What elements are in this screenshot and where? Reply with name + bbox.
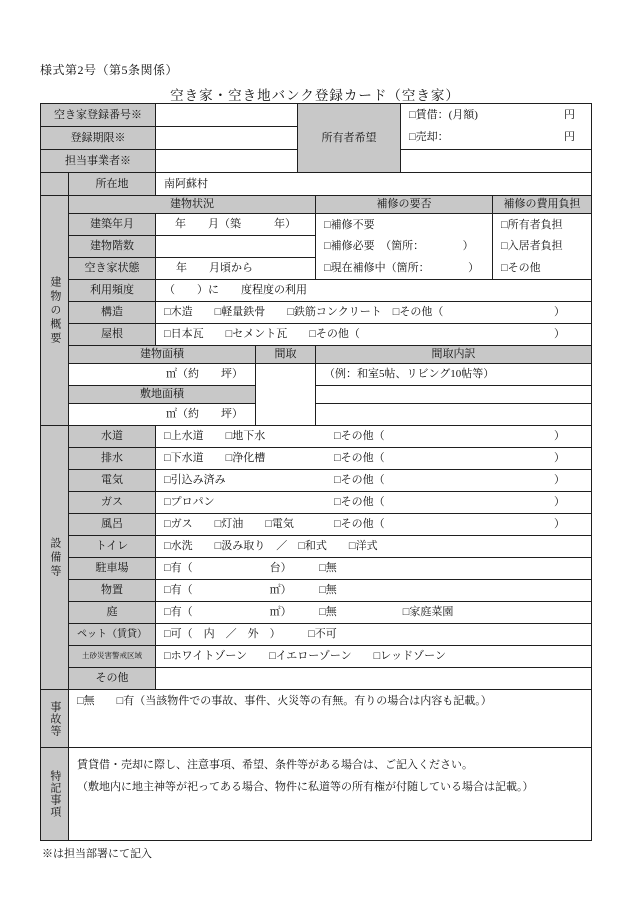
deadline-label: 登録期限※ bbox=[41, 127, 156, 150]
facilities-section-label: 設備等 bbox=[41, 426, 69, 690]
water-checkboxes: □上水道 □地下水 bbox=[164, 430, 266, 443]
location-value: 南阿蘇村 bbox=[156, 173, 591, 196]
accident-field: □無 □有（当該物件での事故、事件、火災等の有無。有りの場合は内容も記載。） bbox=[69, 690, 591, 748]
repair-need-header: 補修の要否 bbox=[316, 196, 493, 214]
drainage-close-paren: ） bbox=[554, 452, 565, 465]
land-area-header: 敷地面積 bbox=[69, 386, 256, 404]
gas-checkboxes: □プロパン bbox=[164, 496, 215, 509]
repair-cost-options bbox=[493, 214, 591, 280]
owner-wish-options bbox=[401, 104, 591, 150]
layout-detail-field-2 bbox=[316, 404, 591, 426]
bath-close-paren: ） bbox=[554, 518, 565, 531]
built-date-field: 年 月（築 年） bbox=[156, 214, 316, 236]
storage-options: □有（ ㎡） □無 bbox=[156, 580, 591, 602]
roof-options bbox=[156, 324, 591, 346]
sell-option-row bbox=[401, 127, 591, 150]
rent-unit: 円 bbox=[564, 108, 575, 121]
vacancy-state-label: 空き家状態 bbox=[69, 258, 156, 280]
rent-checkbox-label: □賃借：(月額) bbox=[409, 108, 478, 121]
parking-label: 駐車場 bbox=[69, 558, 156, 580]
electricity-close-paren: ） bbox=[554, 474, 565, 487]
owner-wish-label: 所有者希望 bbox=[298, 104, 401, 173]
roof-checkboxes: □日本瓦 □セメント瓦 □その他（ bbox=[164, 328, 360, 341]
floors-label: 建物階数 bbox=[69, 236, 156, 258]
layout-detail-field-1 bbox=[316, 386, 591, 404]
location-label: 所在地 bbox=[69, 173, 156, 196]
drainage-checkboxes: □下水道 □浄化槽 bbox=[164, 452, 266, 465]
storage-label: 物置 bbox=[69, 580, 156, 602]
repair-needed-checkbox: □補修必要 （箇所： ） bbox=[324, 240, 474, 253]
layout-example: （例：和室5帖、リビング10帖等） bbox=[316, 364, 591, 386]
owner-wish-extra-field bbox=[401, 150, 591, 173]
drainage-label: 排水 bbox=[69, 448, 156, 470]
bath-label: 風呂 bbox=[69, 514, 156, 536]
sell-checkbox-label: □売却： bbox=[409, 131, 449, 144]
registration-card-table bbox=[40, 103, 592, 841]
land-area-field: ㎡（約 坪） bbox=[69, 404, 256, 426]
garden-options: □有（ ㎡） □無 □家庭菜園 bbox=[156, 602, 591, 624]
structure-close-paren: ） bbox=[554, 306, 565, 319]
structure-label: 構造 bbox=[69, 302, 156, 324]
sell-unit: 円 bbox=[564, 131, 575, 144]
cost-tenant-checkbox: □入居者負担 bbox=[501, 240, 563, 253]
notes-field bbox=[69, 748, 591, 840]
structure-options bbox=[156, 302, 591, 324]
usage-frequency-field: （ ）に 度程度の利用 bbox=[156, 280, 591, 302]
structure-checkboxes: □木造 □軽量鉄骨 □鉄筋コンクリート □その他（ bbox=[164, 306, 444, 319]
cost-other-checkbox: □その他 bbox=[501, 261, 541, 274]
floors-field bbox=[156, 236, 316, 258]
roof-close-paren: ） bbox=[554, 328, 565, 341]
electricity-checkboxes: □引込み済み bbox=[164, 474, 226, 487]
building-area-field: ㎡（約 坪） bbox=[69, 364, 256, 386]
garden-label: 庭 bbox=[69, 602, 156, 624]
gas-close-paren: ） bbox=[554, 496, 565, 509]
facilities-other-field bbox=[156, 668, 591, 690]
layout-header: 間取 bbox=[256, 346, 316, 364]
reg-number-field bbox=[156, 104, 298, 127]
landslide-zone-label: 土砂災害警戒区域 bbox=[69, 646, 156, 668]
registration-section bbox=[41, 104, 591, 173]
form-number: 様式第2号（第5条関係） bbox=[40, 63, 179, 77]
page-title: 空き家・空き地バンク登録カード（空き家） bbox=[170, 88, 460, 103]
repair-cost-header: 補修の費用負担 bbox=[493, 196, 591, 214]
bath-options bbox=[156, 514, 591, 536]
pet-options: □可（ 内 ／ 外 ） □不可 bbox=[156, 624, 591, 646]
toilet-label: トイレ bbox=[69, 536, 156, 558]
facilities-section bbox=[41, 426, 591, 690]
building-section-label: 建物の概要 bbox=[41, 196, 69, 426]
repair-inprogress-checkbox: □現在補修中（箇所： ） bbox=[324, 261, 480, 274]
footnote: ※は担当部署にて記入 bbox=[42, 848, 152, 860]
electricity-other-checkbox: □その他（ bbox=[334, 474, 385, 487]
building-overview-section bbox=[41, 196, 591, 426]
built-date-label: 建築年月 bbox=[69, 214, 156, 236]
gas-options bbox=[156, 492, 591, 514]
notes-section-label: 特記事項 bbox=[41, 748, 69, 840]
repair-none-checkbox: □補修不要 bbox=[324, 218, 375, 231]
building-status-header: 建物状況 bbox=[69, 196, 316, 214]
usage-frequency-label: 利用頻度 bbox=[69, 280, 156, 302]
toilet-options: □水洗 □汲み取り ／ □和式 □洋式 bbox=[156, 536, 591, 558]
drainage-options bbox=[156, 448, 591, 470]
gas-other-checkbox: □その他（ bbox=[334, 496, 385, 509]
notes-line-1: 賃貸借・売却に際し、注意事項、希望、条件等がある場合は、ご記入ください。 bbox=[77, 759, 473, 771]
electricity-options bbox=[156, 470, 591, 492]
location-section bbox=[41, 173, 591, 196]
water-options bbox=[156, 426, 591, 448]
layout-detail-header: 間取内訳 bbox=[316, 346, 591, 364]
notes-line-2: （敷地内に地主神等が祀ってある場合、物件に私道等の所有権が付随している場合は記載。） bbox=[77, 781, 534, 793]
pet-label: ペット（賃貸） bbox=[69, 624, 156, 646]
electricity-label: 電気 bbox=[69, 470, 156, 492]
accident-section bbox=[41, 690, 591, 748]
building-area-header: 建物面積 bbox=[69, 346, 256, 364]
rent-option-row bbox=[401, 104, 591, 127]
cost-owner-checkbox: □所有者負担 bbox=[501, 218, 563, 231]
notes-section bbox=[41, 748, 591, 840]
bath-other-checkbox: □その他（ bbox=[334, 518, 385, 531]
agent-field bbox=[156, 150, 298, 173]
facilities-other-label: その他 bbox=[69, 668, 156, 690]
water-label: 水道 bbox=[69, 426, 156, 448]
landslide-zone-options: □ホワイトゾーン □イエローゾーン □レッドゾーン bbox=[156, 646, 591, 668]
bath-checkboxes: □ガス □灯油 □電気 bbox=[164, 518, 294, 531]
vacancy-state-field: 年 月頃から bbox=[156, 258, 316, 280]
water-close-paren: ） bbox=[554, 430, 565, 443]
accident-section-label: 事故等 bbox=[41, 690, 69, 748]
deadline-field bbox=[156, 127, 298, 150]
roof-label: 屋根 bbox=[69, 324, 156, 346]
reg-number-label: 空き家登録番号※ bbox=[41, 104, 156, 127]
layout-field bbox=[256, 364, 316, 426]
repair-need-options bbox=[316, 214, 493, 280]
agent-label: 担当事業者※ bbox=[41, 150, 156, 173]
drainage-other-checkbox: □その他（ bbox=[334, 452, 385, 465]
water-other-checkbox: □その他（ bbox=[334, 430, 385, 443]
parking-options: □有（ 台） □無 bbox=[156, 558, 591, 580]
location-spacer-cell bbox=[41, 173, 69, 196]
gas-label: ガス bbox=[69, 492, 156, 514]
